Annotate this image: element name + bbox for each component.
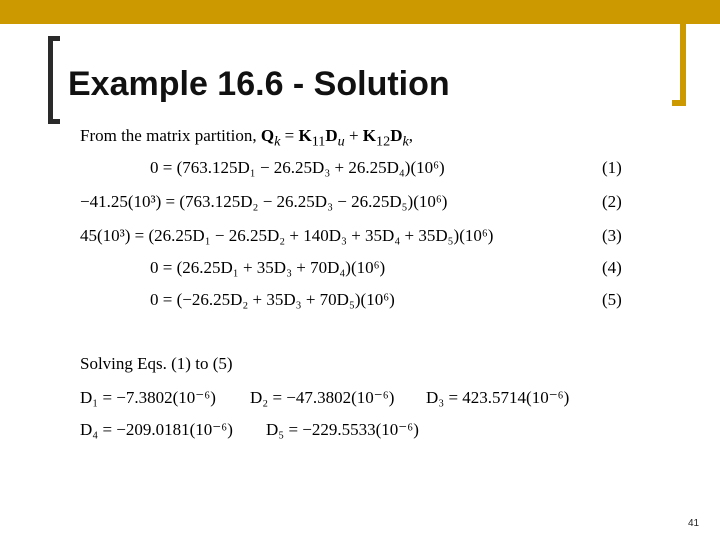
equation-2-number: (2) xyxy=(602,192,622,211)
equation-4-number: (4) xyxy=(602,258,622,277)
equation-5-number: (5) xyxy=(602,290,622,309)
solution-d1: D₁ = −7.3802(10⁻⁶) xyxy=(80,388,216,407)
solution-d2: D₂ = −47.3802(10⁻⁶) xyxy=(250,388,395,407)
solution-d5: D₅ = −229.5533(10⁻⁶) xyxy=(266,420,419,439)
equation-5: 0 = (−26.25D₂ + 35D₃ + 70D₅)(10⁶) xyxy=(150,290,395,309)
equation-2: −41.25(10³) = (763.125D₂ − 26.25D₃ − 26.25D₅)(10⁶) xyxy=(80,192,448,211)
intro-text: From the matrix partition, $Q_k = K_{11}D_u + K_{12}D_k$, xyxy=(80,126,414,150)
equation-3: 45(10³) = (26.25D₁ − 26.25D₂ + 140D₃ + 35D₄ + 35D₅)(10⁶) xyxy=(80,226,494,245)
equation-3-number: (3) xyxy=(602,226,622,245)
right-bracket-decoration xyxy=(672,24,686,106)
top-accent-bar xyxy=(0,0,720,24)
equation-4: 0 = (26.25D₁ + 35D₃ + 70D₄)(10⁶) xyxy=(150,258,386,277)
solving-text: Solving Eqs. (1) to (5) xyxy=(80,354,233,373)
solution-d4: D₄ = −209.0181(10⁻⁶) xyxy=(80,420,233,439)
equation-1: 0 = (763.125D₁ − 26.25D₃ + 26.25D₄)(10⁶) xyxy=(150,158,445,177)
equation-1-number: (1) xyxy=(602,158,622,177)
solution-d3: D₃ = 423.5714(10⁻⁶) xyxy=(426,388,570,407)
page-number: 41 xyxy=(688,518,700,529)
slide-title: Example 16.6 - Solution xyxy=(68,65,450,103)
left-bracket-decoration xyxy=(48,36,60,124)
